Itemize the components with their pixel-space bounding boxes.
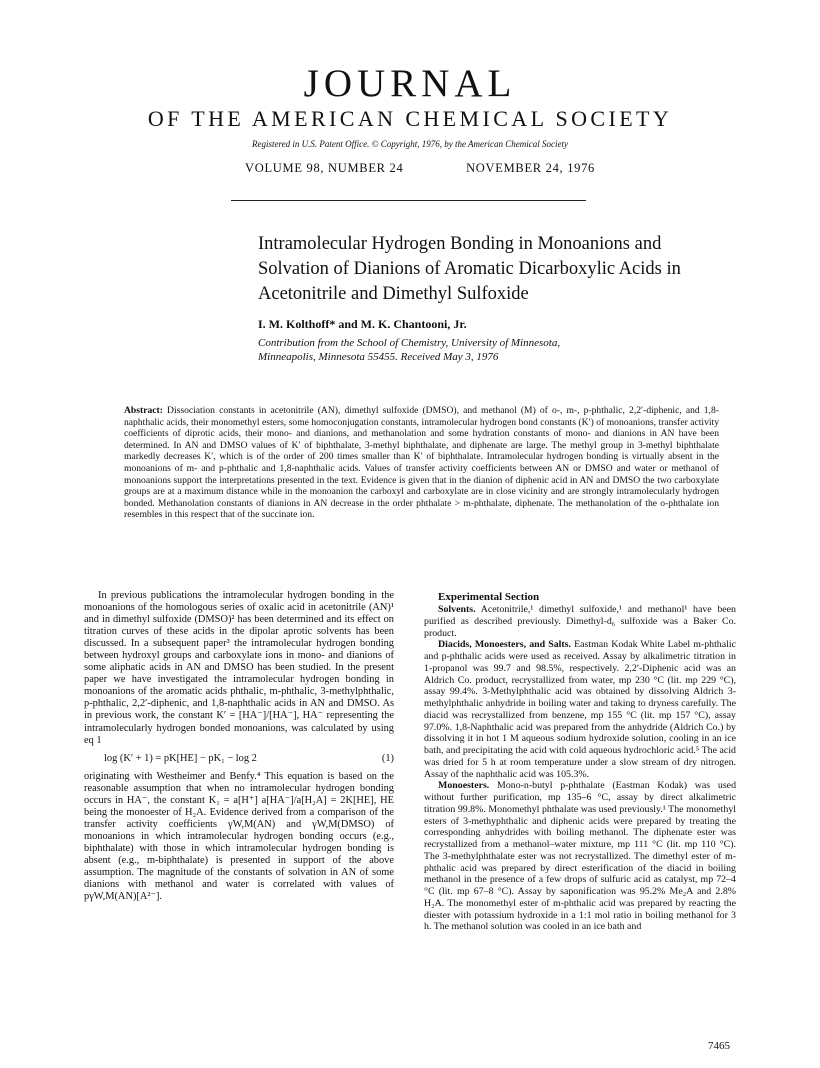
solvents-heading: Solvents.: [438, 604, 476, 615]
journal-masthead-subtitle: OF THE AMERICAN CHEMICAL SOCIETY: [147, 106, 673, 131]
solvents-paragraph: [424, 604, 736, 639]
monoesters-heading: Monoesters.: [438, 780, 490, 792]
affiliation-line-2: Minneapolis, Minnesota 55455. Received May 3, 1976: [258, 351, 499, 363]
journal-masthead-title: JOURNAL: [303, 62, 517, 105]
affiliation-line-1: Contribution from the School of Chemistry, University of Minnesota,: [258, 337, 561, 349]
issue-date: NOVEMBER 24, 1976: [466, 161, 595, 175]
page-number: 7465: [708, 1040, 730, 1052]
solvents-text: Acetonitrile,¹ dimethyl sulfoxide,¹ and methanol¹ have been purified as described previously. Dimethyl-d₆ sulfoxide was a Baker Co. product.: [424, 604, 736, 639]
right-column: [424, 590, 736, 933]
masthead-rule: [231, 200, 586, 201]
abstract: [124, 405, 719, 521]
monoesters-text: Mono-n-butyl p-phthalate (Eastman Kodak) was used without further purification, mp 135–6 °C, assay by direct alkalimetric titration 99.8%. Monomethyl phthalate was used previously.¹ The monomethyl esters of 3-methyphthalic and diphenic acids were prepared by treating the corresponding anhydrides with boiling methanol. The diphenate ester was recrystallized from a methanol–water mixture, mp 111 °C (lit. mp 110 °C). The 3-methylphthalate ester was not recrystallized. The dimethyl ester of m-phthalic acid was prepared by direct esterification of the diacid in boiling methanol in the presence of a few drops of sulfuric acid as catalyst, mp 72–4 °C (lit. mp 67–8 °C). Assay by saponification was 95.2% Me₂A and 2.8% H₂A. The monomethyl ester of m-phthalic acid was prepared by reacting the diester with potassium hydroxide in a 1:1 mol ratio in boiling methanol for 3 h. The methanol solution was cooled in an ice bath and: [424, 780, 737, 933]
intro-paragraph-1: In previous publications the intramolecular hydrogen bonding in the monoanions of the homologous series of oxalic acid in acetonitrile (AN)¹ and in dimethyl sulfoxide (DMSO)² has been determined and its effect on titration curves of these acids in the dipolar aprotic solvents has been discussed. In a subsequent paper³ the intramolecular hydrogen bonding between hydroxyl groups and carboxylate ions in mono- and dianions of some aliphatic acids in AN and DMSO has been studied. In the present paper we have investigated the intramolecular hydrogen bonding in monoanions of the aromatic acids phthalic, m-phthalic, 3-methylphthalic, p-phthalic, 2,2′-diphenic, and 1,8-naphthalic acids in AN and DMSO. As in previous work, the constant K′ = [HA⁻]/[HA⁻], HA⁻ representing the intramolecularly hydrogen bonded monoanions, was calculated by using eq 1: [84, 590, 394, 746]
article-affiliation: [258, 336, 728, 364]
equation-number: (1): [381, 752, 394, 764]
registration-line: Registered in U.S. Patent Office. © Copyright, 1976, by the American Chemical Society: [251, 139, 569, 149]
diacids-text: Eastman Kodak White Label m-phthalic and p-phthalic acids were used as received. Assay by alkalimetric titration in 1-propanol was 99.7 and 98.5%, respectively. 2,2′-Diphenic acid was an Aldrich Co. product, recrystallized from water, mp 230 °C (lit. mp 229 °C), assay 99.4%. 3-Methylphthalic acid was obtained by dissolving Aldrich 3-methylphthalic anhydride in boiling water and taking to dryness carefully. The diacid was recrystallized from benzene, mp 155 °C (lit. mp 157 °C), assay 97.0%. 1,8-Naphthalic acid was prepared from the anhydride (Aldrich Co.) by dissolving it in hot 1 M aqueous sodium hydroxide solution, cooling in an ice bath, and precipitating the acid with cold aqueous hydrochloric acid.⁵ The acid was dried for 5 h at room temperature under a slow stream of dry nitrogen. Assay of the naphthalic acid was 105.3%.: [424, 639, 736, 780]
abstract-label: Abstract:: [124, 405, 163, 416]
monoesters-paragraph: [424, 780, 736, 933]
experimental-section-title: Experimental Section: [438, 591, 540, 603]
diacids-paragraph: [424, 639, 736, 780]
equation-text: log (K′ + 1) = pK[HE] − pK₁ − log 2: [104, 752, 257, 764]
abstract-text: Dissociation constants in acetonitrile (AN), dimethyl sulfoxide (DMSO), and methanol (M) of o-, m-, p-phthalic, 2,2′-diphenic, and 1,8-naphthalic acids, their monomethyl esters, some homoconjugation constants, intramolecular hydrogen bond constants (K′) of monoanions, transfer activity coefficients of diprotic acids, their mono- and dianions, and methanolation and some hydration constants of mono- and dianions in AN have been determined. In AN and DMSO values of K′ of biphthalate, 3-methyl biphthalate, and diphenate are large. The methyl group in 3-methyl biphthalate markedly decreases K′, which is of the order of 200 times smaller than K′ of biphthalate. Intramolecular hydrogen bonding is virtually absent in the monoanions of m- and p-phthalic and 1,8-naphthalic acids. Values of transfer activity coefficients between AN or DMSO and water or methanol of monoanions support the interpretations presented in the text. Evidence is given that in the dianion of diphenic acid in AN and DMSO the two carboxylate groups are at a maximum distance while in the monoanion the carboxyl and carboxylate are in close vicinity and are strongly intramolecularly hydrogen bonded. Methanolation constants of dianions in AN decrease in the order phthalate > m-phthalate, diphenate. The methanolation of the o-phthalate ion resembles in this respect that of the succinate ion.: [124, 405, 719, 521]
volume-number: VOLUME 98, NUMBER 24: [245, 161, 404, 175]
article-title: Intramolecular Hydrogen Bonding in Monoanions and Solvation of Dianions of Aromatic Dicarboxylic Acids in Acetonitrile and Dimethyl Sulfoxide: [258, 234, 681, 304]
diacids-heading: Diacids, Monoesters, and Salts.: [438, 639, 571, 651]
article-authors: I. M. Kolthoff* and M. K. Chantooni, Jr.: [258, 317, 467, 331]
left-column: [84, 590, 394, 903]
intro-paragraph-2: originating with Westheimer and Benfy.⁴ This equation is based on the reasonable assumption that when no intramolecular hydrogen bonding occurs in HA⁻, the constant K₁ = a[H⁺] a[HA⁻]/a[H₂A] = 2K[HE], HE being the monoester of H₂A. Evidence derived from a comparison of the transfer activity coefficients γW,M(AN) and γW,M(DMSO) of monoanions in which intramolecular hydrogen bonding occurs (e.g., biphthalate) with those in which intramolecular hydrogen bonding is absent (e.g., m-biphthalate) is presented in support of the above assumption. The magnitude of the constants of solvation in AN of some dianions with methanol and water is correlated with values of pγW,M(AN)[A²⁻].: [84, 770, 394, 903]
equation-1: [104, 753, 394, 765]
